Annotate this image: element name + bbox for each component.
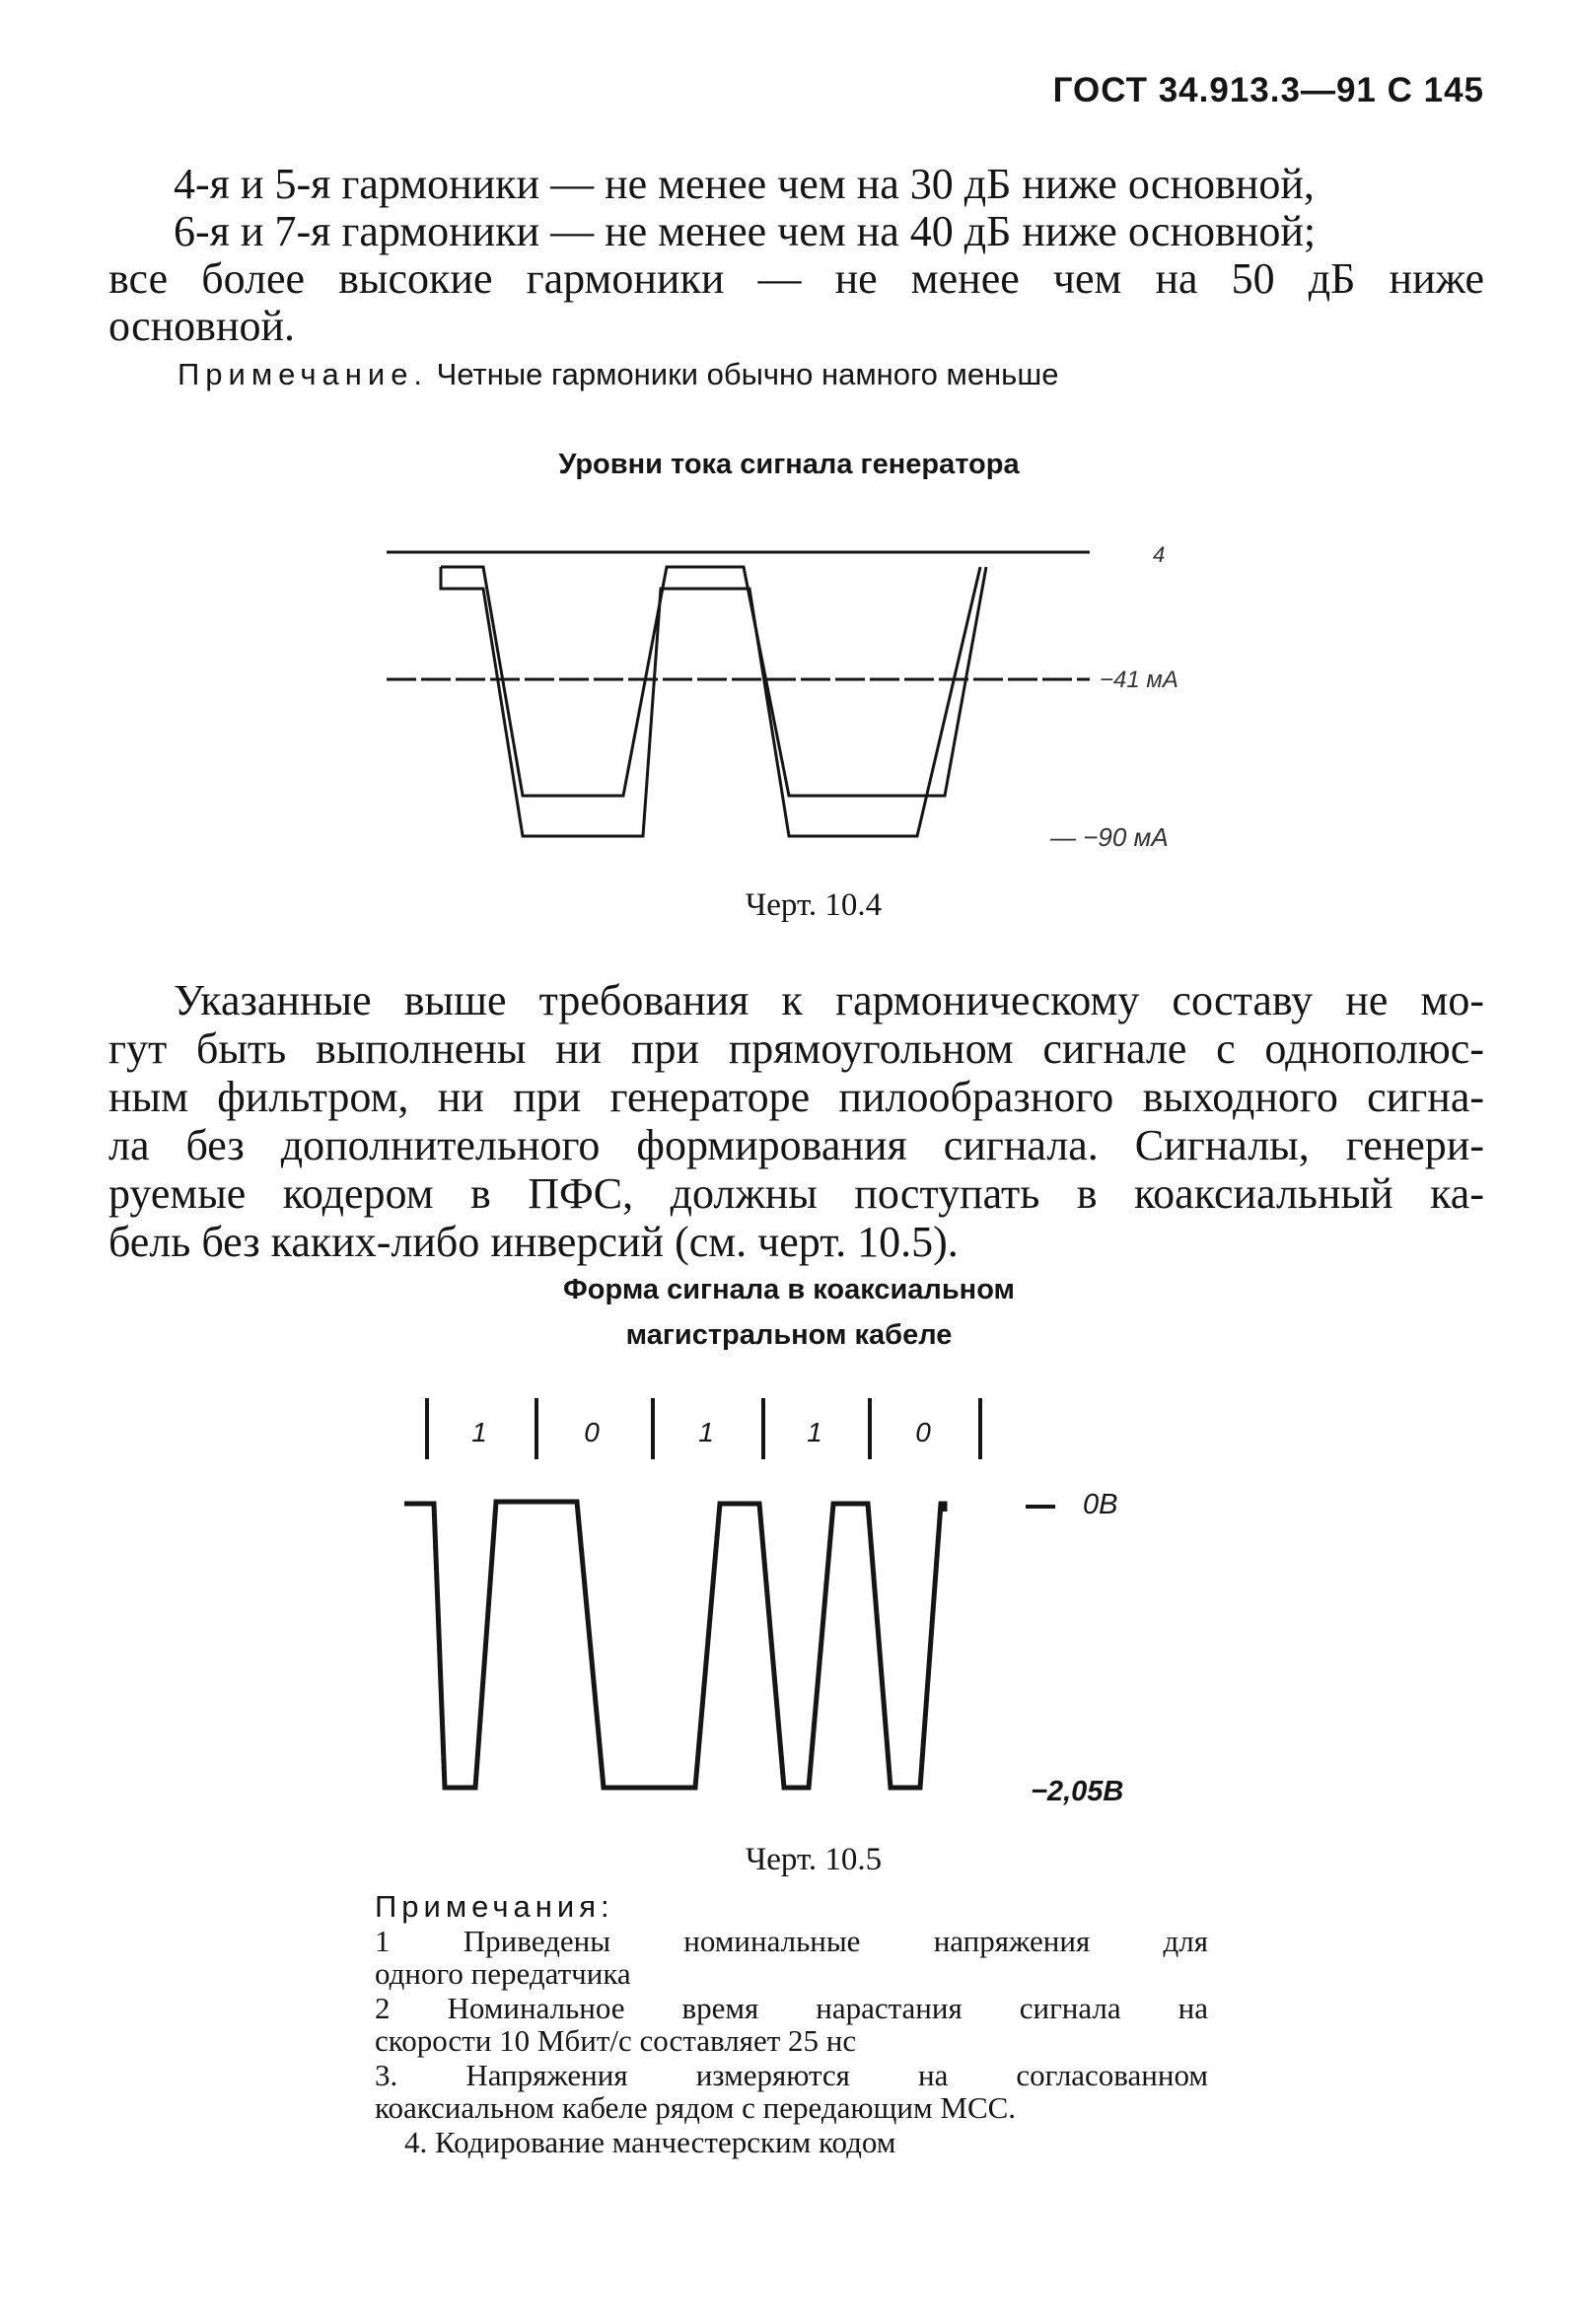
figure-title-line: Форма сигнала в коаксиальном (563, 1274, 1015, 1305)
manchester-waveform (404, 1502, 945, 1788)
note-item (375, 2126, 1208, 2158)
note-line: одного передатчика (375, 1956, 631, 1991)
level-label-top: 0В (1083, 1489, 1118, 1520)
bit-label: 1 (698, 1417, 714, 1447)
text-line: Указанные выше требования к гармоническому составу не мо- (174, 976, 1484, 1024)
bit-label: 1 (471, 1417, 487, 1447)
text-line: 6-я и 7-я гармоники — не менее чем на 40 дБ ниже основной; (174, 207, 1317, 255)
level-label-top: 4 (1153, 542, 1166, 567)
level-label-bottom: −2,05В (1031, 1776, 1124, 1807)
text-line: бель без каких-либо инверсий (см. черт. 10.5). (108, 1218, 959, 1266)
text-line: ным фильтром, ни при генераторе пилообразного выходного сигна- (108, 1073, 1484, 1121)
text-line: гут быть выполнены ни при прямоугольном сигнале с однополюс- (108, 1024, 1484, 1073)
notes-header: Примечания: (375, 1889, 614, 1924)
bit-label: 0 (915, 1417, 931, 1447)
note-line: скорости 10 Мбит/с составляет 25 нс (375, 2023, 857, 2058)
level-label-mid: −41 мА (1100, 667, 1178, 693)
text-line: все более высокие гармоники — не менее чем на 50 дБ ниже (108, 254, 1484, 303)
text-line: руемые кодером в ПФС, должны поступать в коаксиальный ка- (108, 1169, 1484, 1218)
notes-block (375, 1890, 1208, 2158)
figure-title-line: магистральном кабеле (625, 1319, 953, 1351)
text-line: основной. (108, 302, 296, 350)
bit-label: 1 (807, 1417, 822, 1447)
note-item (375, 1992, 1208, 2057)
note-line: 1 Приведены номинальные напряжения для (375, 1924, 1208, 1958)
level-label-bottom: — −90 мА (1050, 822, 1169, 852)
note-line: коаксиальном кабеле рядом с передающим МСС. (375, 2090, 1017, 2125)
note-item (375, 1925, 1208, 1990)
note-label: Примечание. (178, 357, 429, 391)
bit-label: 0 (584, 1417, 600, 1447)
figure-caption: Черт. 10.5 (745, 1842, 883, 1877)
figure-title: Уровни тока сигнала генератора (558, 449, 1020, 480)
text-line: ла без дополнительного формирования сигнала. Сигналы, генери- (108, 1121, 1484, 1169)
note-line: 2 Номинальное время нарастания сигнала на (375, 1991, 1208, 2025)
note-text: Четные гармоники обычно намного меньше (436, 357, 1059, 391)
text-line: 4-я и 5-я гармоники — не менее чем на 30 дБ ниже основной, (174, 160, 1315, 208)
note-item (375, 2059, 1208, 2124)
page-header: ГОСТ 34.913.3—91 С 145 (1052, 71, 1484, 109)
note-line: 4. Кодирование манчестерским кодом (404, 2125, 896, 2159)
note-line: 3. Напряжения измеряются на согласованном (375, 2058, 1208, 2092)
figure-caption: Черт. 10.4 (745, 887, 883, 923)
